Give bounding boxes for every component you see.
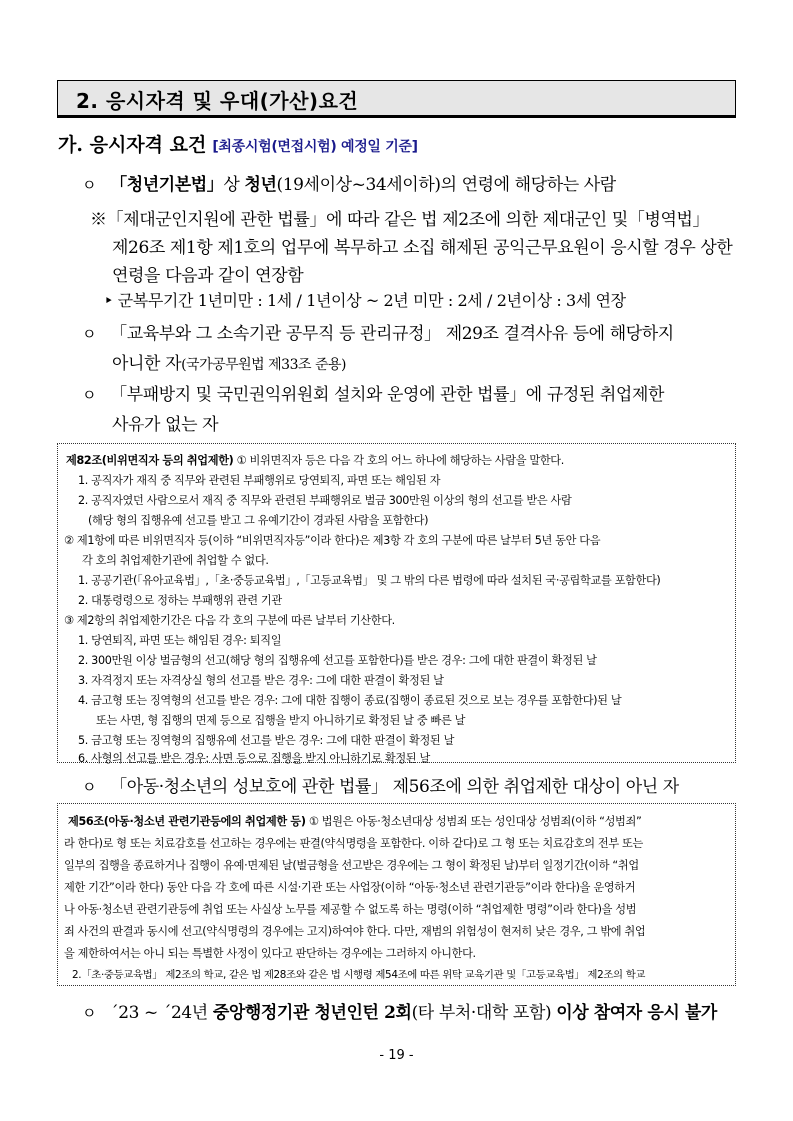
box1-line: 2. 공직자였던 사람으로서 재직 중 직무와 관련된 부패행위로 벌금 300만원 이상의 형의 선고를 받은 사람 [78,494,572,507]
box1-line: (해당 형의 집행유예 선고를 받고 그 유예기간이 경과된 사람을 포함한다) [88,514,429,527]
bullet-marker: ㅇ [82,176,97,194]
box2-line: 2.「초·중등교육법」 제2조의 학교, 같은 법 제28조와 같은 법 시행령 제54조에 따른 위탁 교육기관 및「고등교육법」 제2조의 학교 [72,969,646,981]
box2-line: 라 한다)로 형 또는 치료감호를 선고하는 경우에는 판결(약식명령을 포함한다. 이하 같다)로 그 형 또는 치료감호의 전부 또는 [64,837,643,850]
box1-line: 2. 300만원 이상 벌금형의 선고(해당 형의 집행유예 선고를 포함한다)를 받은 경우: 그에 대한 판결이 확정된 날 [78,654,597,667]
bullet-marker: ㅇ [82,778,97,796]
age-note-line-2: 제26조 제1항 제1호의 업무에 복무하고 소집 해제된 공익근무요원이 응시할 경우 상한 [112,238,733,258]
text: 「아동·청소년의 성보호에 관한 법률」 제56조에 의한 취업제한 대상이 아닌 자 [110,777,679,797]
subsection-note: [최종시험(면접시험) 예정일 기준] [212,139,418,155]
box1-line: ② 제1항에 따른 비위면직자 등(이하 “비위면직자등”이라 한다)은 제3항 각 호의 구분에 따른 날부터 5년 동안 다음 [64,534,601,547]
box2-line [68,813,641,829]
text: (19세이상~34세이하)의 연령에 해당하는 사람 [276,175,616,195]
subsection-heading [58,130,418,157]
box1-line: 또는 사면, 형 집행의 면제 등으로 집행을 받지 아니하기로 확정된 날 중 빠른 날 [96,714,466,727]
text: (타 부처·대학 포함) [411,1003,557,1023]
law-excerpt-box-82 [57,443,736,763]
box1-line: 1. 공직자가 재직 중 직무와 관련된 부패행위로 당연퇴직, 파면 또는 해임된 자 [78,474,441,487]
section-header [57,80,736,118]
box1-line: 4. 금고형 또는 징역형의 선고를 받은 경우: 그에 대한 집행이 종료(집행이 종료된 것으로 보는 경우를 포함한다)된 날 [78,694,622,707]
age-note-line-4: ‣ 군복무기간 1년미만 : 1세 / 1년이상 ~ 2년 미만 : 2세 / 2년이상 : 3세 연장 [104,291,626,310]
box1-line: ③ 제2항의 취업제한기간은 다음 각 호의 구분에 따른 날부터 기산한다. [64,614,395,627]
bullet-marker: ㅇ [82,325,97,343]
box1-line: 각 호의 취업제한기관에 취업할 수 없다. [82,554,269,567]
box1-line: 1. 당연퇴직, 파면 또는 해임된 경우: 퇴직일 [78,634,282,647]
box1-line: 3. 자격정지 또는 자격상실 형의 선고를 받은 경우: 그에 대한 판결이 확정된 날 [78,674,444,687]
law-reference: (국가공무원법 제33조 준용) [181,357,346,373]
box2-line: 을 제한하여서는 아니 되는 특별한 사정이 있다고 판단하는 경우에는 그러하지 아니한다. [64,947,476,960]
text: ① 법원은 아동·청소년대상 성범죄 또는 성인대상 성범죄(이하 “성범죄” [305,815,642,828]
keyword: 이상 참여자 응시 불가 [556,1003,717,1023]
box2-line: 죄 사건의 판결과 동시에 선고(약식명령의 경우에는 고지)하여야 한다. 다만, 재범의 위험성이 현저히 낮은 경우, 그 밖에 취업 [64,925,646,938]
law-name: 「청년기본법」 [110,175,224,195]
text: ´23 ~ ´24년 [110,1003,213,1023]
age-note-line-3: 연령을 다음과 같이 연장함 [112,266,304,286]
box1-line [66,452,564,468]
text: 상 [223,175,245,195]
text: 「교육부와 그 소속기관 공무직 등 관리규정」 제29조 결격사유 등에 해당하지 [110,324,674,344]
item-intern [82,998,717,1023]
item-youth [82,772,679,797]
box1-line: 2. 대통령령으로 정하는 부패행위 관련 기관 [78,594,282,607]
item-disqualify-line-2 [112,349,346,374]
box2-line: 나 아동·청소년 관련기관등에 취업 또는 사실상 노무를 제공할 수 없도록 하는 명령(이하 “취업제한 명령”이라 한다)을 성범 [64,903,637,916]
item-anticorruption [82,380,664,405]
subsection-title: 가. 응시자격 요건 [58,134,207,156]
bullet-marker: ㅇ [82,1004,97,1022]
text: ① 비위면직자 등은 다음 각 호의 어느 하나에 해당하는 사람을 말한다. [233,454,564,467]
box2-line: 일부의 집행을 종료하거나 집행이 유예·면제된 날(벌금형을 선고받은 경우에는 그 형이 확정된 날)부터 일정기간(이하 “취업 [64,859,639,872]
age-note-line-1: ※「제대군인지원에 관한 법률」에 따라 같은 법 제2조에 의한 제대군인 및「병역법」 [90,210,710,230]
box1-line: 6. 사형의 선고를 받은 경우: 사면 등으로 집행을 받지 아니하기로 확정된 날 [78,752,430,765]
item-age [82,170,616,195]
box2-line: 제한 기간”이라 한다) 동안 다음 각 호에 따른 시설·기관 또는 사업장(이하 “아동·청소년 관련기관등”이라 한다)을 운영하거 [64,881,636,894]
page-number: - 19 - [379,1048,414,1063]
item-anticorruption-line-2: 사유가 없는 자 [112,415,219,435]
law-excerpt-box-56 [57,803,736,986]
article-title: 제82조(비위면직자 등의 취업제한) [66,454,234,467]
box1-line: 1. 공공기관(「유아교육법」,「초·중등교육법」,「고등교육법」 및 그 밖의 다른 법령에 따라 설치된 국·공립학교를 포함한다) [78,574,661,587]
bullet-marker: ㅇ [82,386,97,404]
box1-line: 5. 금고형 또는 징역형의 집행유예 선고를 받은 경우: 그에 대한 판결이 확정된 날 [78,734,455,747]
section-title: 2. 응시자격 및 우대(가산)요건 [76,89,359,113]
article-title: 제56조(아동·청소년 관련기관등에의 취업제한 등) [68,815,306,828]
text: 아니한 자 [112,354,182,374]
keyword: 중앙행정기관 청년인턴 2회 [212,1003,412,1023]
text: 「부패방지 및 국민권익위원회 설치와 운영에 관한 법률」에 규정된 취업제한 [110,385,664,405]
item-disqualify [82,319,674,344]
keyword: 청년 [244,175,277,195]
